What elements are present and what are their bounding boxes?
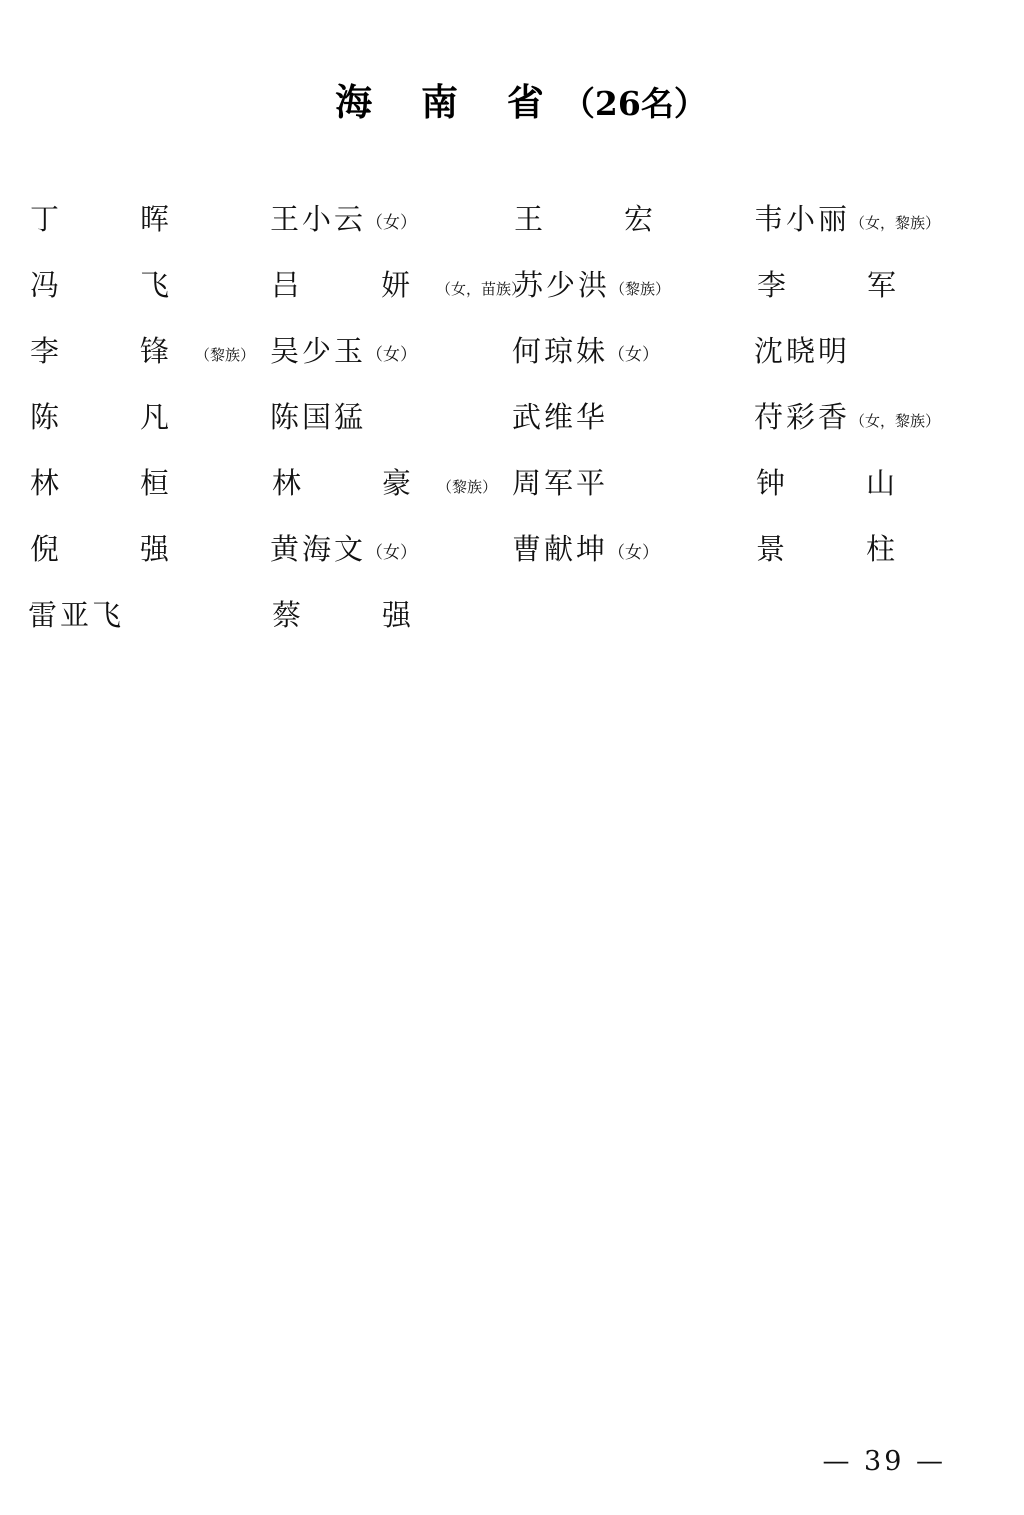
page-number: — 39 — bbox=[822, 1446, 946, 1477]
person-name: 蔡 强 bbox=[272, 598, 438, 632]
person-note: （黎族） bbox=[610, 280, 671, 298]
person-name: 苏少洪 bbox=[514, 268, 611, 302]
name-entry bbox=[754, 204, 996, 236]
name-entry bbox=[28, 534, 270, 566]
name-row bbox=[28, 534, 996, 600]
name-entry bbox=[28, 270, 269, 302]
page-title-province: 海 南 省 bbox=[335, 80, 562, 124]
name-entry bbox=[754, 402, 996, 434]
name-entry bbox=[512, 336, 754, 368]
name-list bbox=[0, 204, 1024, 666]
name-entry bbox=[28, 336, 270, 368]
person-name: 冯 飞 bbox=[30, 268, 196, 302]
person-name: 沈晓明 bbox=[754, 334, 851, 368]
name-entry bbox=[754, 534, 996, 566]
person-note: （女） bbox=[366, 213, 418, 233]
name-row bbox=[28, 336, 996, 402]
person-note: （女） bbox=[366, 345, 418, 365]
person-name: 林 桓 bbox=[30, 466, 196, 500]
person-name: 王 宏 bbox=[514, 202, 680, 236]
page-title-count: （26名） bbox=[561, 84, 707, 123]
name-entry bbox=[512, 468, 754, 500]
name-entry bbox=[754, 468, 996, 500]
person-name: 黄海文 bbox=[270, 532, 367, 566]
name-entry bbox=[28, 204, 270, 236]
name-entry bbox=[269, 268, 527, 302]
person-name: 吴少玉 bbox=[270, 334, 367, 368]
name-row bbox=[28, 270, 996, 336]
person-name: 景 柱 bbox=[756, 532, 922, 566]
person-name: 陈 凡 bbox=[30, 400, 196, 434]
person-note: （女，黎族） bbox=[850, 214, 941, 232]
name-entry bbox=[270, 204, 512, 236]
name-entry bbox=[514, 270, 755, 302]
name-row bbox=[28, 204, 996, 270]
person-name: 王小云 bbox=[270, 202, 367, 236]
name-row bbox=[28, 600, 996, 666]
name-entry bbox=[270, 468, 512, 500]
person-note: （女，苗族） bbox=[436, 280, 527, 298]
name-entry bbox=[28, 468, 270, 500]
name-entry bbox=[28, 402, 270, 434]
name-entry bbox=[270, 336, 512, 368]
person-note: （黎族） bbox=[437, 478, 498, 496]
person-name: 陈国猛 bbox=[270, 400, 367, 434]
name-entry bbox=[755, 270, 996, 302]
person-name: 李 锋 bbox=[30, 334, 196, 368]
name-entry bbox=[754, 336, 996, 368]
name-entry bbox=[28, 600, 270, 632]
person-name: 钟 山 bbox=[756, 466, 922, 500]
name-entry bbox=[270, 534, 512, 566]
name-row bbox=[28, 402, 996, 468]
person-name: 武维华 bbox=[512, 400, 609, 434]
person-note: （女） bbox=[608, 345, 660, 365]
page-title bbox=[0, 72, 1024, 126]
person-name: 苻彩香 bbox=[754, 400, 851, 434]
name-entry bbox=[512, 534, 754, 566]
person-note: （女，黎族） bbox=[850, 412, 941, 430]
person-name: 吕 妍 bbox=[271, 268, 437, 302]
person-name: 倪 强 bbox=[30, 532, 196, 566]
person-note: （女） bbox=[366, 543, 418, 563]
name-row bbox=[28, 468, 996, 534]
name-entry bbox=[270, 402, 512, 434]
name-entry bbox=[512, 402, 754, 434]
person-name: 李 军 bbox=[757, 268, 923, 302]
person-name: 曹献坤 bbox=[512, 532, 609, 566]
person-note: （黎族） bbox=[195, 346, 256, 364]
person-name: 何琼妹 bbox=[512, 334, 609, 368]
person-name: 周军平 bbox=[512, 466, 609, 500]
person-name: 丁 晖 bbox=[30, 202, 196, 236]
name-entry bbox=[270, 600, 512, 632]
person-name: 林 豪 bbox=[272, 466, 438, 500]
person-name: 韦小丽 bbox=[754, 202, 851, 236]
person-note: （女） bbox=[608, 543, 660, 563]
name-entry bbox=[512, 204, 754, 236]
person-name: 雷亚飞 bbox=[28, 598, 125, 632]
